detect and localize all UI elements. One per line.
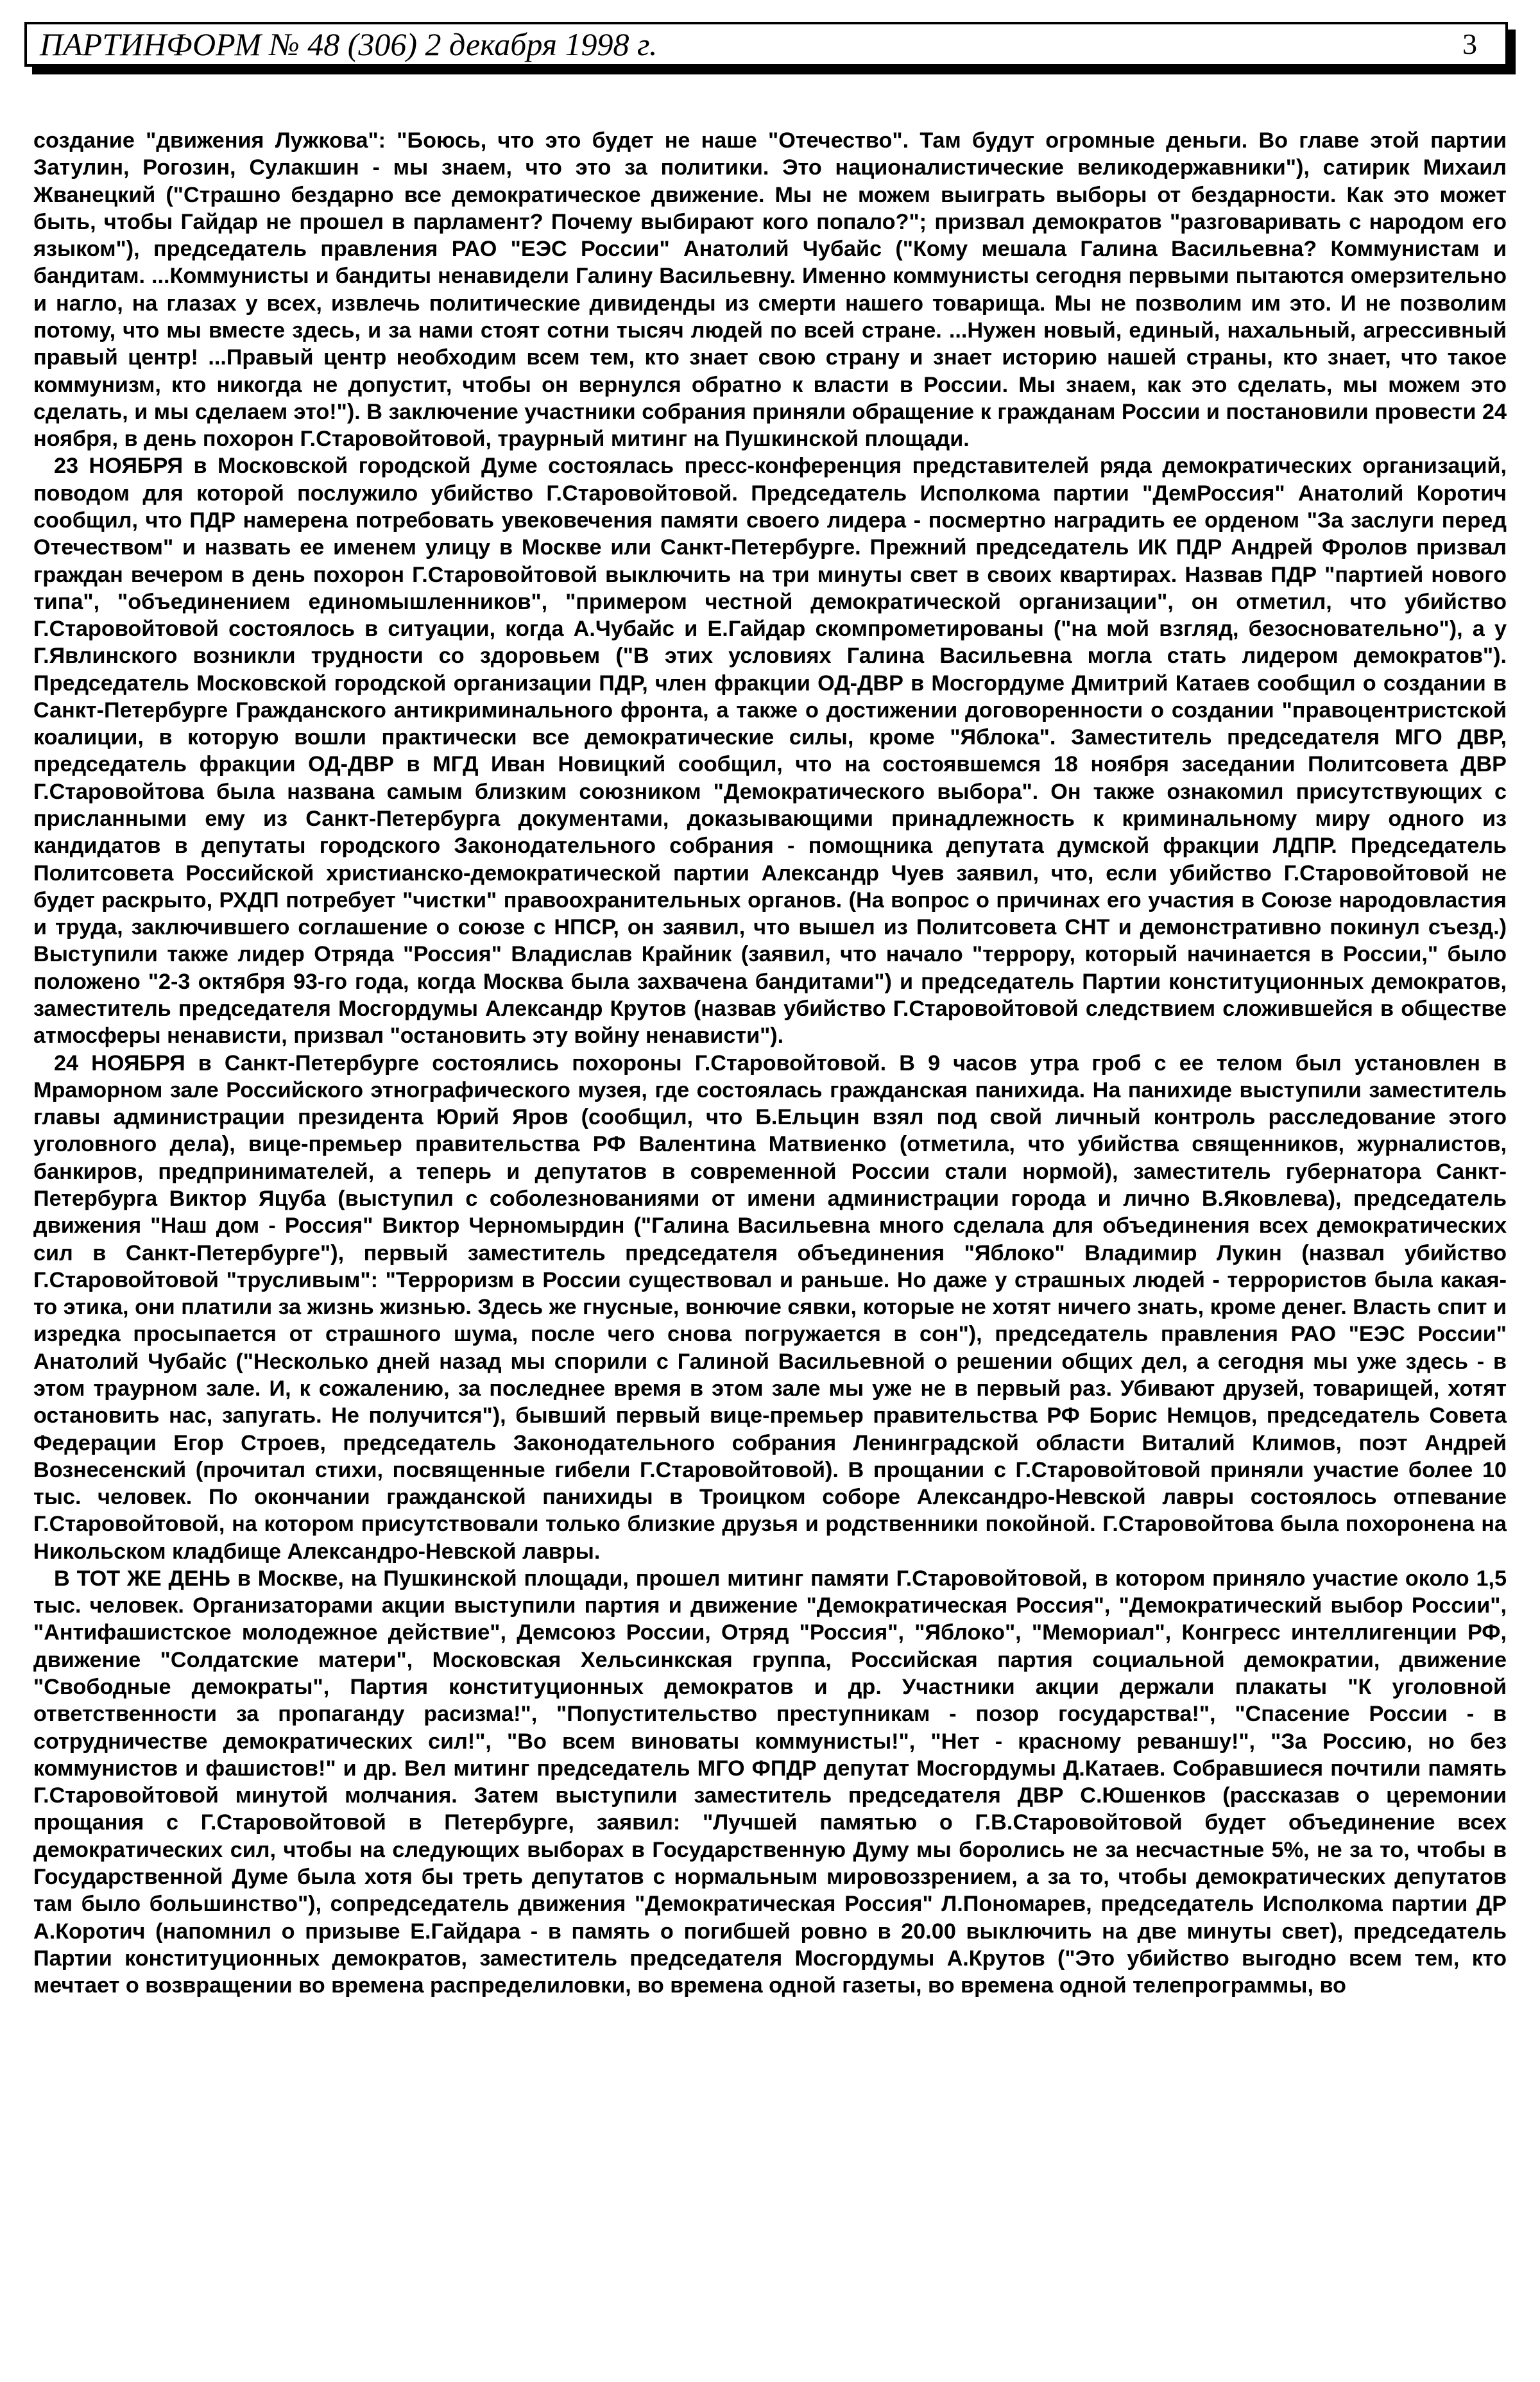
paragraph: 24 НОЯБРЯ в Санкт-Петербурге состоялись похороны Г.Старовойтовой. В 9 часов утра гроб с ее телом был установлен в Мраморном зале Российского этнографического музея, где состоялась гражданская панихида. На панихиде выступили заместитель главы администрации президента Юрий Яров (сообщил, что Б.Ельцин взял под свой личный контроль расследование этого уголовного дела), вице-премьер правительства РФ Валентина Матвиенко (отметила, что убийства священников, журналистов, банкиров, предпринимателей, а теперь и депутатов в современной России стали нормой), заместитель губернатора Санкт-Петербурга Виктор Яцуба (выступил с соболезнованиями от имени администрации города и лично В.Яковлева), председатель движения "Наш дом - Россия" Виктор Черномырдин ("Галина Васильевна много сделала для объединения всех демократических сил в Санкт-Петербурге"), первый заместитель председателя объединения "Яблоко" Владимир Лукин (назвал убийство Г.Старовойтовой "трусливым": "Терроризм в России существовал и раньше. Но даже у страшных людей - террористов была какая-то этика, они платили за жизнь жизнью. Здесь же гнусные, вонючие сявки, которые не хотят ничего знать, кроме денег. Власть спит и изредка просыпается от страшного шума, после чего снова погружается в сон"), председатель правления РАО "ЕЭС России" Анатолий Чубайс ("Несколько дней назад мы спорили с Галиной Васильевной о решении общих дел, а сегодня мы уже здесь - в этом траурном зале. И, к сожалению, за последнее время в этом зале мы уже не в первый раз. Убивают друзей, товарищей, хотят остановить нас, запугать. Не получится"), бывший первый вице-премьер правительства РФ Борис Немцов, председатель Совета Федерации Егор Строев, председатель Законодательного собрания Ленинградской области Виталий Климов, поэт Андрей Вознесенский (прочитал стихи, посвященные гибели Г.Старовойтовой). В прощании с Г.Старовойтовой приняли участие более 10 тыс. человек. По окончании гражданской панихиды в Троицком соборе Александро-Невской лавры состоялось отпевание Г.Старовойтовой, на котором присутствовали только близкие друзья и родственники покойной. Г.Старовойтова была похоронена на Никольском кладбище Александро-Невской лавры. bbox=[33, 1050, 1507, 1564]
paragraph: создание "движения Лужкова": "Боюсь, что это будет не наше "Отечество". Там будут огромные деньги. Во главе этой партии Затулин, Рогозин, Сулакшин - мы знаем, что это за политики. Это националистические великодержавники"), сатирик Михаил Жванецкий ("Страшно бездарно все демократическое движение. Мы не можем выиграть выборы от бездарности. Как это может быть, чтобы Гайдар не прошел в парламент? Почему выбирают кого попало?"; призвал демократов "разговаривать с народом его языком"), председатель правления РАО "ЕЭС России" Анатолий Чубайс ("Кому мешала Галина Васильевна? Коммунистам и бандитам. ...Коммунисты и бандиты ненавидели Галину Васильевну. Именно коммунисты сегодня первыми пытаются омерзительно и нагло, на глазах у всех, извлечь политические дивиденды из смерти нашего товарища. Мы не позволим им это. И не позволим потому, что мы вместе здесь, и за нами стоят сотни тысяч людей по всей стране. ...Нужен новый, единый, нахальный, агрессивный правый центр! ...Правый центр необходим всем тем, кто знает свою страну и знает историю нашей страны, кто знает, что такое коммунизм, кто никогда не допустит, чтобы он вернулся обратно к власти в России. Мы знаем, как это сделать, мы можем это сделать, и мы сделаем это!"). В заключение участники собрания приняли обращение к гражданам России и постановили провести 24 ноября, в день похорон Г.Старовойтовой, траурный митинг на Пушкинской площади. bbox=[33, 128, 1507, 452]
page-number: 3 bbox=[1462, 28, 1477, 60]
article-body bbox=[33, 127, 1507, 1999]
paragraph: 23 НОЯБРЯ в Московской городской Думе состоялась пресс-конференция представителей ряда демократических организаций, поводом для которой послужило убийство Г.Старовойтовой. Председатель Исполкома партии "ДемРоссия" Анатолий Коротич сообщил, что ПДР намерена потребовать увековечения памяти своего лидера - посмертно наградить ее орденом "За заслуги перед Отечеством" и назвать ее именем улицу в Москве или Санкт-Петербурге. Прежний председатель ИК ПДР Андрей Фролов призвал граждан вечером в день похорон Г.Старовойтовой выключить на три минуты свет в своих квартирах. Назвав ПДР "партией нового типа", "объединением единомышленников", "примером честной демократической организации", он отметил, что убийство Г.Старовойтовой состоялось в ситуации, когда А.Чубайс и Е.Гайдар скомпрометированы ("на мой взгляд, безосновательно"), а у Г.Явлинского возникли трудности со здоровьем ("В этих условиях Галина Васильевна могла стать лидером демократов"). Председатель Московской городской организации ПДР, член фракции ОД-ДВР в Мосгордуме Дмитрий Катаев сообщил о создании в Санкт-Петербурге Гражданского антикриминального фронта, а также о достижении договоренности о создании "правоцентристской коалиции, в которую вошли практически все демократические силы, кроме "Яблока". Заместитель председателя МГО ДВР, председатель фракции ОД-ДВР в МГД Иван Новицкий сообщил, что на состоявшемся 18 ноября заседании Политсовета ДВР Г.Старовойтова была названа самым близким союзником "Демократического выбора". Он также ознакомил присутствующих с присланными ему из Санкт-Петербурга документами, доказывающими принадлежность к криминальному миру одного из кандидатов в депутаты городского Законодательного собрания - помощника депутата думской фракции ЛДПР. Председатель Политсовета Российской христианско-демократической партии Александр Чуев заявил, что, если убийство Г.Старовойтовой не будет раскрыто, РХДП потребует "чистки" правоохранительных органов. (На вопрос о причинах его участия в Союзе народовластия и труда, заключившего соглашение о союзе с НПСР, он заявил, что вышел из Политсовета СНТ и демонстративно покинул съезд.) Выступили также лидер Отряда "Россия" Владислав Крайник (заявил, что начало "террору, который начинается в России," было положено "2-3 октября 93-го года, когда Москва была захвачена бандитами") и председатель Партии конституционных демократов, заместитель председателя Мосгордумы Александр Крутов (назвав убийство Г.Старовойтовой следствием сложившейся в обществе атмосферы ненависти, призвал "остановить эту войну ненависти"). bbox=[33, 454, 1507, 1049]
page-header bbox=[24, 22, 1508, 67]
paragraph: В ТОТ ЖЕ ДЕНЬ в Москве, на Пушкинской площади, прошел митинг памяти Г.Старовойтовой, в котором приняло участие около 1,5 тыс. человек. Организаторами акции выступили партия и движение "Демократическая Россия", "Демократический выбор России", "Антифашистское молодежное действие", Демсоюз России, Отряд "Россия", "Яблоко", "Мемориал", Конгресс интеллигенции РФ, движение "Солдатские матери", Московская Хельсинкская группа, Российская партия социальной демократии, движение "Свободные демократы", Партия конституционных демократов и др. Участники акции держали плакаты "К уголовной ответственности за пропаганду расизма!", "Попустительство преступникам - позор государства!", "Спасение России - в сотрудничестве демократических сил!", "Во всем виноваты коммунисты!", "Нет - красному реваншу!", "За Россию, но без коммунистов и фашистов!" и др. Вел митинг председатель МГО ФПДР депутат Мосгордумы Д.Катаев. Собравшиеся почтили память Г.Старовойтовой минутой молчания. Затем выступили заместитель председателя ДВР С.Юшенков (рассказав о церемонии прощания с Г.Старовойтовой в Петербурге, заявил: "Лучшей памятью о Г.В.Старовойтовой будет объединение всех демократических сил, чтобы на следующих выборах в Государственную Думу мы боролись не за несчастные 5%, не за то, чтобы в Государственной Думе была хотя бы треть депутатов с нормальным мировоззрением, а за то, чтобы демократических депутатов там было большинство"), сопредседатель движения "Демократическая Россия" Л.Пономарев, председатель Исполкома партии ДР А.Коротич (напомнил о призыве Е.Гайдара - в память о погибшей ровно в 20.00 выключить на две минуты свет), председатель Партии конституционных демократов, заместитель председателя Мосгордумы А.Крутов ("Это убийство выгодно всем тем, кто мечтает о возвращении во времена распределиловки, во времена одной газеты, во времена одной телепрограммы, во bbox=[33, 1566, 1507, 1998]
publication-title: ПАРТИНФОРМ № 48 (306) 2 декабря 1998 г. bbox=[40, 26, 658, 62]
